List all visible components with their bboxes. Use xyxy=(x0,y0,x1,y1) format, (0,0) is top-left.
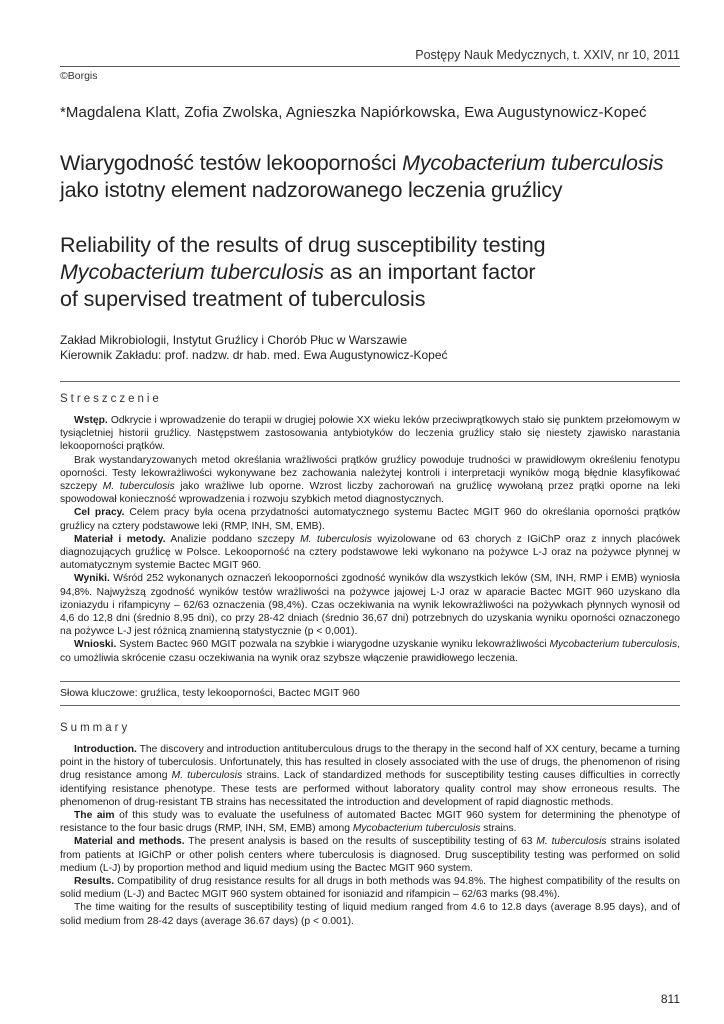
journal-page xyxy=(60,0,680,1024)
streszczenie-body xyxy=(60,414,680,665)
streszczenie-background: Brak wystandaryzowanych metod określania wrażliwości prątków gruźlicy powoduje trudności w prawidłowym określeniu fenotypu oporności. Testy lekowrażliwości wykonywane bez zachowania należytej kontroli i interpretacji wyników mogą błędnie klasyfikować szczepy M. tuberculosis jako wrażliwe lub oporne. Wzrost liczby zachorowań na gruźlicę wywołaną przez prątki oporne na leki spowodował konieczność wprowadzenia i rozwoju szybkich metod diagnostycznych. xyxy=(60,454,680,506)
summary-heading: Summary xyxy=(60,722,131,734)
summary-introduction: Introduction. The discovery and introduction antituberculous drugs to the therapy in the second half of XX century, became a turning point in the history of tuberculosis. Unfortunately, this has resulted in closely associated with the use of drugs, the phenomenon of rising drug resistance among M. tuberculosis strains. Lack of standardized methods for susceptibility testing causes difficulties in correctly identifying resistance phenotype. These tests are performed without laboratory quality control may show erroneous results. The phenomenon of drug-resistant TB strains has necessitated the introduction and development of rapid diagnostic methods. xyxy=(60,744,681,808)
title-en-line1: Reliability of the results of drug susceptibility testing xyxy=(60,233,546,257)
streszczenie-methods: Materiał i metody. Analizie poddano szczepy M. tuberculosis wyizolowane od 63 chorych z IGiChP oraz z innych placówek diagnozujących gruźlicę w Polsce. Lekooporność na cztery podstawowe leki wykonano na pożywce L-J oraz na pożywce płynnej w automatycznym systemie Bactec MGIT 960. xyxy=(60,533,681,572)
title-pl-line2: jako istotny element nadzorowanego leczenia gruźlicy xyxy=(60,178,563,202)
publisher-mark: ©Borgis xyxy=(60,70,98,82)
keywords-rule-bottom xyxy=(60,705,680,706)
title-en-line3: of supervised treatment of tuberculosis xyxy=(60,287,426,311)
title-pl-part1: Wiarygodność testów lekooporności xyxy=(60,151,403,175)
keywords-line: Słowa kluczowe: gruźlica, testy lekooporności, Bactec MGIT 960 xyxy=(60,687,360,699)
title-en-line2: as an important factor xyxy=(323,260,536,284)
affiliation-institute: Zakład Mikrobiologii, Instytut Gruźlicy i Chorób Płuc w Warszawie xyxy=(60,333,407,347)
affiliation-head: Kierownik Zakładu: prof. nadzw. dr hab. med. Ewa Augustynowicz-Kopeć xyxy=(60,348,448,362)
journal-header: Postępy Nauk Medycznych, t. XXIV, nr 10, 2011 xyxy=(415,48,680,62)
streszczenie-conclusions: Wnioski. System Bactec 960 MGIT pozwala na szybkie i wiarygodne uzyskanie wyniku lekowrażliwości Mycobacterium tuberculosis, co umożliwia skrócenie czasu oczekiwania na wynik oraz szybsze włączenie prawidłowego leczenia. xyxy=(60,639,680,664)
streszczenie-results: Wyniki. Wśród 252 wykonanych oznaczeń lekooporności zgodność wyników dla wszystkich leków (SM, INH, RMP i EMB) wyniosła 94,8%. Najwyższą zgodność wyników testów wrażliwości na pożywce jajowej L-J oraz w aparacie Bactec MGIT 960 uzyskano dla izoniazydu i rifampicyny – 62/63 oznaczenia (98,4%). Czas oczekiwania na wynik lekowrażliwości na pożywkach płynnych wynosił od 4,6 do 12,8 dni (średnio 8,95 dni), co przy 28-42 dniach (średnio 36,67 dni) potrzebnych do uzyskania wyniku oporności oznaczonego na pożywce L-J jest różnicą znamienną statystycznie (p < 0,001). xyxy=(60,573,680,638)
summary-results: Results. Compatibility of drug resistance results for all drugs in both methods was 94.8%. The highest compatibility of the results on solid medium (L-J) and Bactec MGIT 960 system obtained for isoniazid and rifampicin – 62/63 marks (98.4%). xyxy=(60,876,680,901)
affiliation xyxy=(60,333,448,363)
summary-aim: The aim of this study was to evaluate the usefulness of automated Bactec MGIT 960 system for determining the phenotype of resistance to the four basic drugs (RMP, INH, SM, EMB) among Mycobacterium tuberculosis strains. xyxy=(60,810,680,835)
title-en-species: Mycobacterium tuberculosis xyxy=(60,260,324,284)
summary-body xyxy=(60,743,680,928)
streszczenie-intro: Wstęp. Odkrycie i wprowadzenie do terapii w drugiej połowie XX wieku leków przeciwprątkowych stało się punktem przełomowym w tysiącletniej historii gruźlicy. Następstwem zastosowania antybiotyków do leczenia gruźlicy stało się niestety zjawisko narastania lekooporności prątków. xyxy=(60,415,680,453)
title-pl-species: Mycobacterium tuberculosis xyxy=(402,151,664,175)
author-list: *Magdalena Klatt, Zofia Zwolska, Agnieszka Napiórkowska, Ewa Augustynowicz-Kopeć xyxy=(60,104,647,121)
streszczenie-aim: Cel pracy. Celem pracy była ocena przydatności automatycznego systemu Bactec MGIT 960 do określania oporności prątków gruźlicy na cztery podstawowe leki (RMP, INH, SM, EMB). xyxy=(60,507,680,532)
summary-methods: Material and methods. The present analysis is based on the results of susceptibility testing of 63 M. tuberculosis strains isolated from patients at IGiChP or other polish centers where tuberculosis is diagnosed. Drug susceptibility testing was performed on solid medium (L-J) by proportion method and liquid medium using the Bactec MGIT 960 system. xyxy=(60,836,680,874)
abstract-rule-top xyxy=(60,381,680,382)
summary-time: The time waiting for the results of susceptibility testing of liquid medium ranged from 4.6 to 12.8 days (average 8.95 days), and of solid medium from 28-42 days (average 36.67 days) (p < 0.001). xyxy=(60,902,680,927)
keywords-rule-top xyxy=(60,681,680,682)
header-rule xyxy=(60,66,680,67)
title-polish xyxy=(60,150,663,204)
streszczenie-heading: Streszczenie xyxy=(60,393,162,405)
title-english xyxy=(60,232,545,313)
page-number: 811 xyxy=(660,992,680,1006)
